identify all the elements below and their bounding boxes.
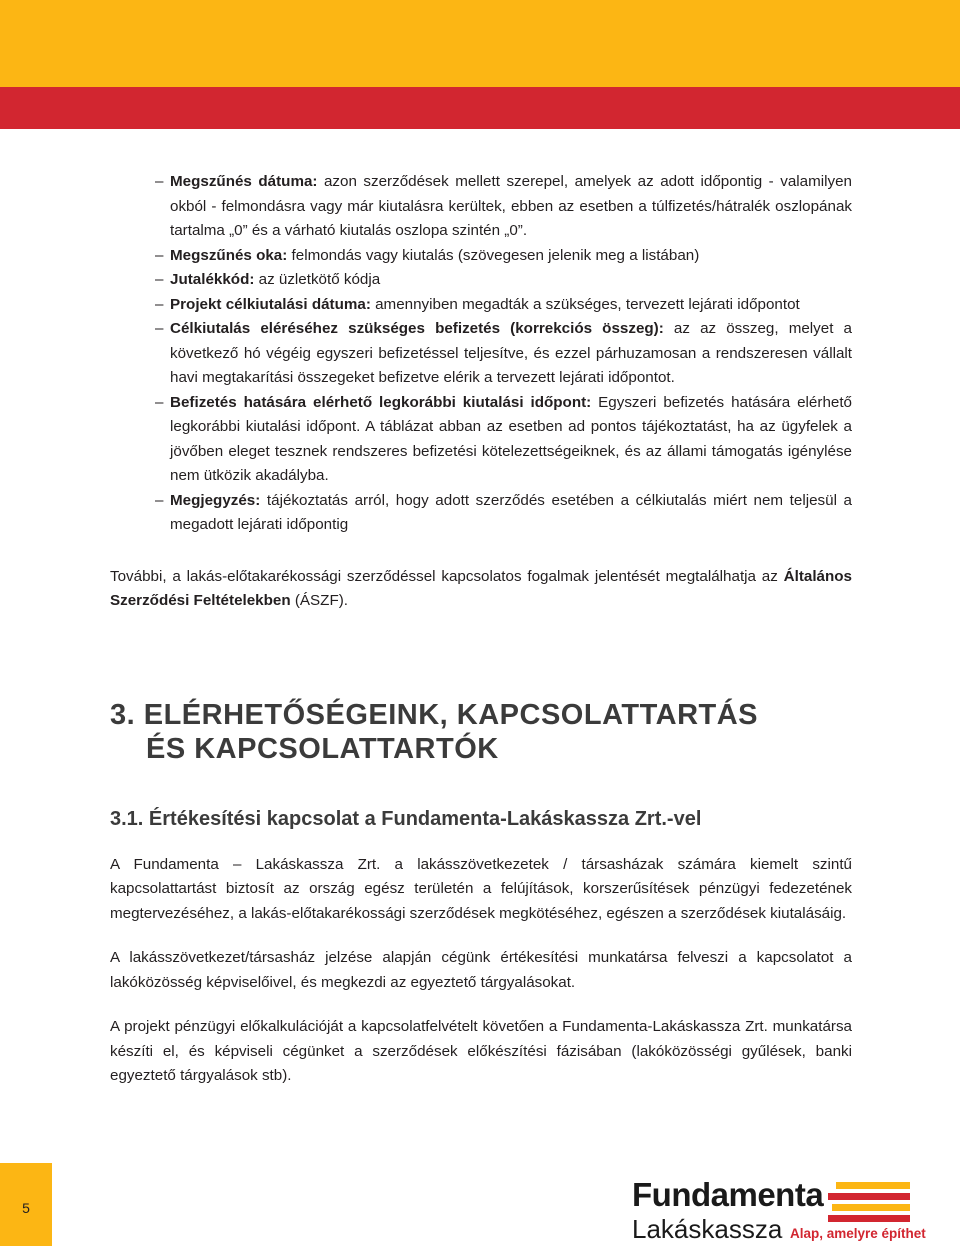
aszf-link-text: Általános Szerződési Feltételekben xyxy=(110,567,852,609)
definition-text: az az összeg, melyet a következő hó végéig egyszeri befizetéssel teljesítve, és ezzel párhuzamosan a rendszeresen vállalt havi megtakarítási összegeket befizetve elérik a tervezett lejárati időpontot. xyxy=(170,320,853,386)
page-content xyxy=(110,170,852,1089)
list-item xyxy=(110,391,852,489)
section-heading xyxy=(110,698,852,766)
definition-text: felmondás vagy kiutalás (szövegesen jelenik meg a listában) xyxy=(287,246,700,264)
aszf-text-after: (ÁSZF). xyxy=(290,592,349,609)
brick-stripes-icon xyxy=(828,1182,910,1222)
definition-term: Megszűnés dátuma: xyxy=(170,173,318,190)
definition-term: Megszűnés oka: xyxy=(170,246,288,264)
definition-text: tájékoztatás arról, hogy adott szerződés esetében a célkiutalás miért nem teljesül a megadott lejárati időpontig xyxy=(170,491,852,533)
definition-term: Befizetés hatására elérhető legkorábbi kiutalási időpont: xyxy=(170,393,592,411)
definition-text: azon szerződések mellett szerepel, amelyek az adott időpontig - valamilyen okból - felmondásra vagy már kiutalásra kerültek, ebben az esetben a túlfizetés/hátralék oszlopának tartalma „0” és a várható kiutalás oszlopa szintén „0”. xyxy=(170,173,852,239)
body-paragraph: A lakásszövetkezet/társasház jelzése alapján cégünk értékesítési munkatársa felveszi a kapcsolatot a lakóközösség képviselőivel, és megkezdi az egyeztető tárgyalásokat. xyxy=(110,949,852,991)
dash-bullet: – xyxy=(155,491,164,509)
dash-bullet: – xyxy=(155,173,164,190)
body-paragraph: A Fundamenta – Lakáskassza Zrt. a lakásszövetkezetek / társasházak számára kiemelt szintű kapcsolattartást biztosít az ország egész területén a felújítások, korszerűsítések pénzügyi fedezetének megtervezéséhez, a lakás-előtakarékossági szerződések megkötéséhez, egészen a szerződések kiutalásáig. xyxy=(110,855,852,922)
subsection-heading: 3.1. Értékesítési kapcsolat a Fundamenta-Lakáskassza Zrt.-vel xyxy=(110,807,702,830)
dash-bullet: – xyxy=(155,246,164,264)
body-paragraph: A projekt pénzügyi előkalkulációját a kapcsolatfelvételt követően a Fundamenta-Lakáskassza Zrt. munkatársa készíti el, és képviseli cégünket a szerződések előkészítési fázisában (lakóközösségi gyűlések, banki egyeztető tárgyalások stb). xyxy=(110,1018,852,1084)
definition-list xyxy=(110,170,852,538)
definition-text: amennyiben megadták a szükséges, tervezett lejárati időpontot xyxy=(370,295,800,313)
list-item xyxy=(110,170,852,244)
list-item xyxy=(110,293,852,318)
logo-wordmark-fundamenta: Fundamenta xyxy=(632,1176,824,1213)
dash-bullet: – xyxy=(155,271,164,288)
list-item xyxy=(110,244,852,269)
fundamenta-logo xyxy=(632,1176,926,1246)
page-number: 5 xyxy=(22,1200,30,1216)
aszf-reference-paragraph xyxy=(110,565,852,614)
section-heading-line1: 3. ELÉRHETŐSÉGEINK, KAPCSOLATTARTÁS xyxy=(110,698,759,731)
logo-slogan: Alap, amelyre építhet xyxy=(790,1226,926,1241)
definition-term: Projekt célkiutalási dátuma: xyxy=(170,295,371,313)
definition-text: Egyszeri befizetés hatására elérhető legkorábbi kiutalási időpont. A táblázat abban az esetben ad pontos tájékoztatást, ha az ügyfelek a jövőben eleget tesznek rendszeres befizetési kötelezettségeiknek, és az állami támogatás igénylése nem ütközik akadályba. xyxy=(170,393,852,484)
dash-bullet: – xyxy=(155,393,164,411)
definition-term: Célkiutalás eléréséhez szükséges befizetés (korrekciós összeg): xyxy=(170,320,664,337)
header-band-yellow xyxy=(0,0,960,87)
definition-text: az üzletkötő kódja xyxy=(254,271,381,288)
dash-bullet: – xyxy=(155,295,164,313)
list-item xyxy=(110,317,852,391)
header-band-red xyxy=(0,87,960,129)
list-item xyxy=(110,489,852,538)
aszf-text-before: További, a lakás-előtakarékossági szerződéssel kapcsolatos fogalmak jelentését megtalálhatja az xyxy=(110,567,784,585)
dash-bullet: – xyxy=(155,320,164,337)
list-item xyxy=(110,268,852,293)
section-heading-line2: ÉS KAPCSOLATTARTÓK xyxy=(146,732,499,765)
definition-term: Jutalékkód: xyxy=(170,271,255,288)
logo-wordmark-lakaskassza: Lakáskassza xyxy=(632,1214,783,1244)
definition-term: Megjegyzés: xyxy=(170,491,261,509)
